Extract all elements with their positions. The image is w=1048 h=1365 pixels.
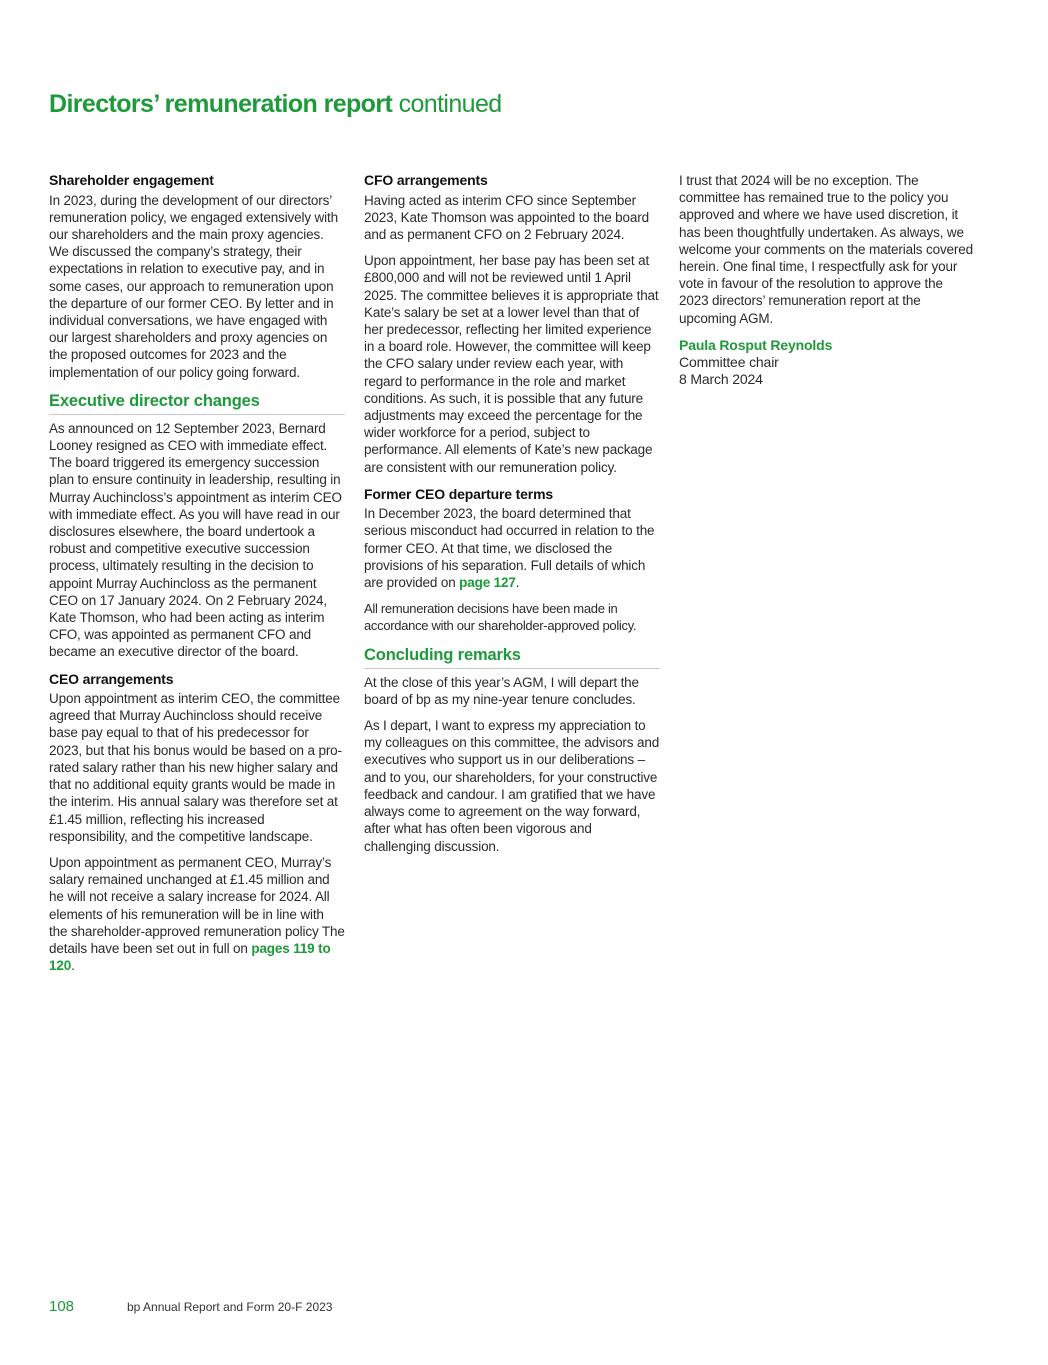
executive-director-changes-heading: Executive director changes [49,391,345,415]
concluding-remarks-text-1: At the close of this year’s AGM, I will depart the board of bp as my nine-year tenure concludes. [364,674,639,707]
shareholder-engagement-heading: Shareholder engagement [49,172,214,188]
ceo-arrangements-text-2-end: . [71,958,75,974]
ceo-arrangements-text-1: Upon appointment as interim CEO, the committee agreed that Murray Auchincloss should receive base pay equal to that of his predecessor for 2023, but that his bonus would be based on a pro-rated salary rather than his new higher salary and that no additional equity grants would be made in the interim. His annual salary was therefore set at £1.45 million, reflecting his increased responsibility, and the competitive landscape. [49,691,342,844]
ceo-arrangements-heading: CEO arrangements [49,670,174,687]
former-ceo-departure-end: . [515,575,520,591]
page-127-link[interactable]: page 127 [459,575,516,591]
closing-statement-text: I trust that 2024 will be no exception. The committee has remained true to the policy you approved and where we have used discretion, it has been thoughtfully undertaken. As always, we welcome your comments on the materials covered herein. One final time, I respectfully ask for your vote in favour of the resolution to approve the 2023 directors’ remuneration report at the upcoming AGM. [679,173,973,326]
concluding-remarks-heading: Concluding remarks [364,645,660,669]
page-title-suffix: continued [392,90,502,118]
page-footer [49,1298,332,1315]
signoff-name: Paula Rosput Reynolds [679,336,833,353]
pages-119-120-link[interactable]: pages 119 to 120 [49,940,331,974]
column-left [49,172,345,974]
executive-director-changes-text: As announced on 12 September 2023, Bernard Looney resigned as CEO with immediate effect. The board triggered its emergency succession plan to ensure continuity in leadership, resulting in Murray Auchincloss’s appointment as interim CEO with immediate effect. As you will have read in our disclosures elsewhere, the board undertook a robust and competitive executive succession process, ultimately resulting in the decision to appoint Murray Auchincloss as the permanent CEO on 17 January 2024. On 2 February 2024, Kate Thomson, who had been acting as interim CFO, was appointed as permanent CFO and became an executive director of the board. [49,420,342,660]
cfo-arrangements-text-1: Having acted as interim CFO since September 2023, Kate Thomson was appointed to the board and as permanent CFO on 2 February 2024. [364,192,649,242]
former-ceo-departure-heading: Former CEO departure terms [364,485,554,502]
page-title [49,90,502,119]
signoff-role: Committee chair [679,354,779,371]
concluding-remarks-text-2: As I depart, I want to express my appreciation to my colleagues on this committee, the advisors and executives who support us in our deliberations – and to you, our shareholders, for your constructive feedback and candour. I am gratified that we have always come to agreement on the way forward, after what has often been vigorous and challenging discussion. [364,718,660,854]
column-middle [364,172,660,855]
page-title-main: Directors’ remuneration report [49,90,393,118]
cfo-arrangements-text-2: Upon appointment, her base pay has been set at £800,000 and will not be reviewed until 1 April 2025. The committee believes it is appropriate that Kate’s salary be set at a lower level than that of her predecessor, reflecting her limited experience in a board role. However, the committee will keep the CFO salary under review each year, with regard to performance in the role and market conditions. As such, it is possible that any future adjustments may exceed the percentage for the wider workforce for a period, subject to performance. All elements of Kate’s new package are consistent with our remuneration policy. [364,253,659,475]
ceo-arrangements-text-2-body: Upon appointment as permanent CEO, Murray’s salary remained unchanged at £1.45 million and he will not receive a salary increase for 2024. All elements of his remuneration will be in line with the shareholder-approved remuneration policy The details have been set out in full on [49,854,345,956]
column-right [679,172,975,388]
ceo-arrangements-text-2 [49,854,345,974]
cfo-arrangements-heading: CFO arrangements [364,172,488,188]
page-number: 108 [49,1298,75,1315]
former-ceo-departure-body: In December 2023, the board determined that serious misconduct had occurred in relation to the former CEO. At that time, we disclosed the provisions of his separation. Full details of which are provided on [364,506,655,591]
shareholder-engagement-text: In 2023, during the development of our directors’ remuneration policy, we engaged extensively with our shareholders and the main proxy agencies. We discussed the company’s strategy, their expectations in relation to executive pay, and in some cases, our approach to remuneration upon the departure of our former CEO. By letter and in individual conversations, we have engaged with our largest shareholders and proxy agencies on the proposed outcomes for 2023 and the implementation of our policy going forward. [49,192,338,380]
former-ceo-departure-text [364,505,660,591]
remuneration-decisions-text: All remuneration decisions have been made in accordance with our shareholder-approved policy. [364,601,637,634]
signoff-date: 8 March 2024 [679,371,763,388]
publication-title: bp Annual Report and Form 20-F 2023 [127,1300,333,1314]
